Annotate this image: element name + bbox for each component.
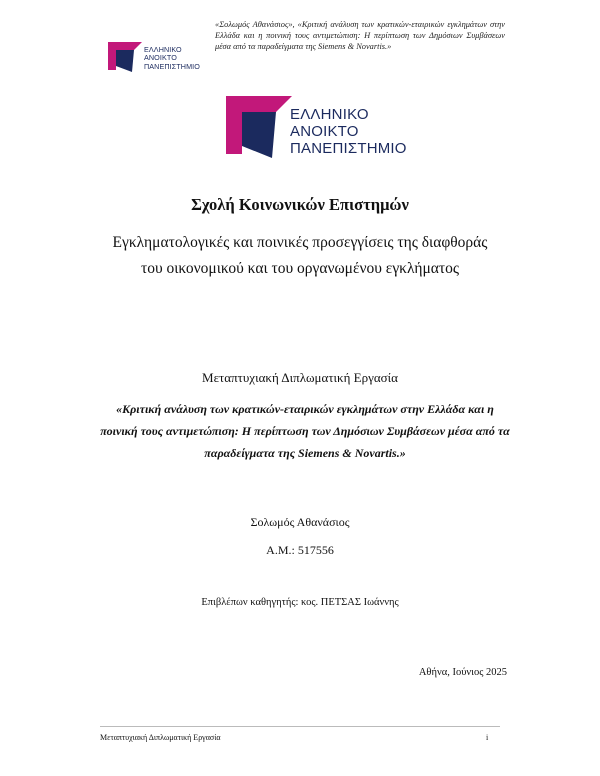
logo-text — [144, 46, 200, 71]
thesis-title: «Κριτική ανάλυση των κρατικών-εταιρικών εγκλημάτων στην Ελλάδα και η ποινική τους αντιμετώπιση: Η περίπτωση των Δημόσιων Συμβάσεων μέσα από τα παραδείγματα της Siemens & Novartis.» — [100, 402, 510, 460]
logo-mark-icon — [226, 92, 292, 160]
logo-text — [290, 106, 407, 157]
logo-mark-icon — [108, 40, 142, 74]
author-name: Σολωμός Αθανάσιος — [250, 515, 350, 529]
logo-line-3: ΠΑΝΕΠΙΣΤΗΜΙΟ — [290, 140, 407, 157]
school-title: Σχολή Κοινωνικών Επιστημών — [191, 195, 409, 214]
program-line-1: Εγκληματολογικές και ποινικές προσεγγίσεις της διαφθοράς — [112, 234, 488, 251]
logo-line-2: ΑΝΟΙΚΤΟ — [144, 53, 177, 63]
header-quote: «Σολωμός Αθανάσιος», «Κριτική ανάλυση των κρατικών-εταιρικών εγκλημάτων στην Ελλάδα και η ποινική τους αντιμετώπιση: Η περίπτωση των Δημόσιων Συμβάσεων μέσα από τα παραδείγματα της Siemens & Novartis.» — [215, 20, 505, 52]
footer-divider — [100, 726, 500, 727]
thesis-type: Μεταπτυχιακή Διπλωματική Εργασία — [202, 370, 398, 385]
footer-text: Μεταπτυχιακή Διπλωματική Εργασία — [100, 733, 221, 742]
student-id: Α.Μ.: 517556 — [266, 543, 334, 557]
program-line-2: του οικονομικού και του οργανωμένου εγκλήματος — [140, 260, 460, 277]
logo-line-2: ΑΝΟΙΚΤΟ — [290, 123, 359, 140]
page-number: i — [486, 733, 489, 742]
logo-line-1: ΕΛΛΗΝΙΚΟ — [144, 45, 182, 54]
logo-line-3: ΠΑΝΕΠΙΣΤΗΜΙΟ — [144, 61, 200, 71]
header-logo — [108, 40, 200, 74]
supervisor: Επιβλέπων καθηγητής: κος. ΠΕΤΣΑΣ Ιωάννης — [201, 597, 399, 608]
place-date: Αθήνα, Ιούνιος 2025 — [418, 667, 507, 678]
main-logo — [226, 92, 407, 160]
logo-line-1: ΕΛΛΗΝΙΚΟ — [290, 106, 369, 123]
